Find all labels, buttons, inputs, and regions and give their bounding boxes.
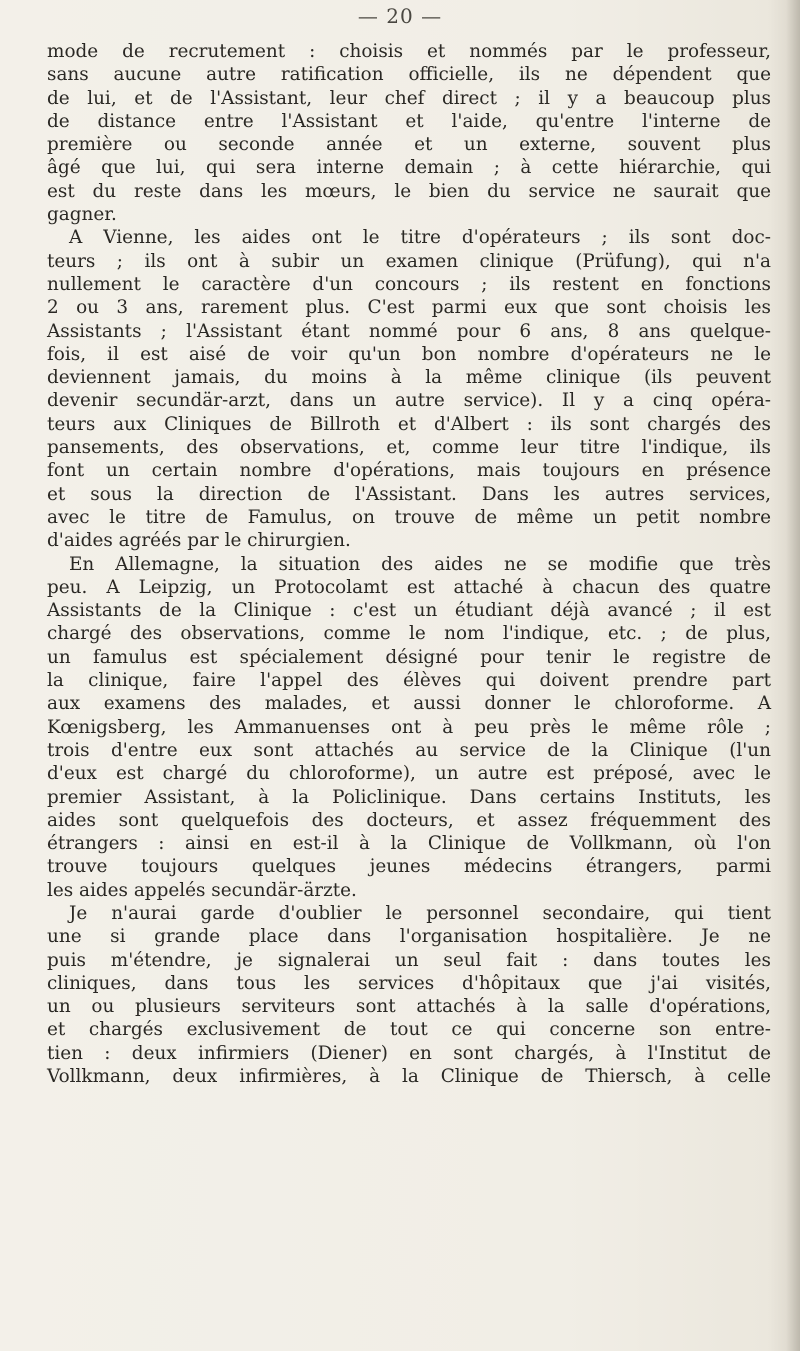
text-line: Je n'aurai garde d'oublier le personnel secondaire, qui tient — [69, 902, 771, 924]
page-number: — 20 — — [357, 4, 443, 28]
text-line: et sous la direction de l'Assistant. Dans les autres services, — [47, 483, 771, 505]
text-line: gagner. — [47, 204, 117, 226]
text-line: un ou plusieurs serviteurs sont attachés à la salle d'opérations, — [47, 996, 771, 1018]
text-line: chargé des observations, comme le nom l'indique, etc. ; de plus, — [47, 623, 771, 645]
text-line: En Allemagne, la situation des aides ne se modifie que très — [69, 553, 771, 575]
text-line: devenir secundär-arzt, dans un autre service). Il y a cinq opéra- — [47, 390, 771, 412]
text-line: aides sont quelquefois des docteurs, et assez fréquemment des — [47, 809, 771, 831]
text-line: Assistants ; l'Assistant étant nommé pour 6 ans, 8 ans quelque- — [47, 320, 771, 342]
text-line: est du reste dans les mœurs, le bien du service ne saurait que — [47, 180, 771, 202]
text-line: Vollkmann, deux infirmières, à la Clinique de Thiersch, à celle — [47, 1066, 771, 1088]
text-line: teurs ; ils ont à subir un examen clinique (Prüfung), qui n'a — [47, 250, 771, 272]
text-line: pansements, des observations, et, comme leur titre l'indique, ils — [47, 437, 771, 459]
text-line: nullement le caractère d'un concours ; ils restent en fonctions — [47, 273, 771, 295]
text-line: A Vienne, les aides ont le titre d'opérateurs ; ils sont doc- — [69, 227, 771, 249]
text-line: de lui, et de l'Assistant, leur chef direct ; il y a beaucoup plus — [47, 87, 771, 109]
text-line: 2 ou 3 ans, rarement plus. C'est parmi eux que sont choisis les — [47, 297, 771, 319]
text-line: Kœnigsberg, les Ammanuenses ont à peu près le même rôle ; — [47, 716, 771, 738]
text-line: puis m'étendre, je signalerai un seul fait : dans toutes les — [47, 949, 771, 971]
text-line: mode de recrutement : choisis et nommés par le professeur, — [47, 41, 771, 62]
text-line: les aides appelés secundär-ärzte. — [47, 879, 357, 901]
text-line: premier Assistant, à la Policlinique. Dans certains Instituts, les — [47, 786, 771, 808]
text-line: fois, il est aisé de voir qu'un bon nombre d'opérateurs ne le — [47, 343, 771, 365]
text-line: de distance entre l'Assistant et l'aide, qu'entre l'interne de — [47, 110, 771, 132]
text-line: tien : deux infirmiers (Diener) en sont chargés, à l'Institut de — [47, 1042, 771, 1064]
text-line: trois d'entre eux sont attachés au service de la Clinique (l'un — [47, 739, 771, 761]
text-line: teurs aux Cliniques de Billroth et d'Albert : ils sont chargés des — [47, 413, 771, 435]
text-line: un famulus est spécialement désigné pour tenir le registre de — [47, 646, 771, 668]
text-line: peu. A Leipzig, un Protocolamt est attaché à chacun des quatre — [47, 576, 771, 598]
text-line: deviennent jamais, du moins à la même clinique (ils peuvent — [47, 367, 771, 389]
text-line: et chargés exclusivement de tout ce qui concerne son entre- — [47, 1019, 771, 1041]
text-line: étrangers : ainsi en est-il à la Clinique de Vollkmann, où l'on — [47, 833, 771, 855]
text-line: avec le titre de Famulus, on trouve de même un petit nombre — [47, 506, 771, 528]
text-line: première ou seconde année et un externe, souvent plus — [47, 134, 771, 156]
text-line: trouve toujours quelques jeunes médecins étrangers, parmi — [47, 856, 771, 878]
text-line: font un certain nombre d'opérations, mais toujours en présence — [47, 460, 771, 482]
text-line: cliniques, dans tous les services d'hôpitaux que j'ai visités, — [47, 972, 771, 994]
text-line: une si grande place dans l'organisation hospitalière. Je ne — [47, 926, 771, 948]
body-text — [47, 40, 771, 1088]
text-line: d'eux est chargé du chloroforme), un autre est préposé, avec le — [47, 763, 771, 785]
text-line: aux examens des malades, et aussi donner le chloroforme. A — [47, 693, 771, 715]
page-edge-shadow — [786, 0, 800, 1351]
text-line: d'aides agréés par le chirurgien. — [47, 530, 351, 552]
text-line: âgé que lui, qui sera interne demain ; à cette hiérarchie, qui — [47, 157, 771, 179]
text-line: Assistants de la Clinique : c'est un étudiant déjà avancé ; il est — [47, 600, 771, 622]
text-line: la clinique, faire l'appel des élèves qui doivent prendre part — [47, 670, 771, 692]
text-line: sans aucune autre ratification officielle, ils ne dépendent que — [47, 64, 771, 86]
